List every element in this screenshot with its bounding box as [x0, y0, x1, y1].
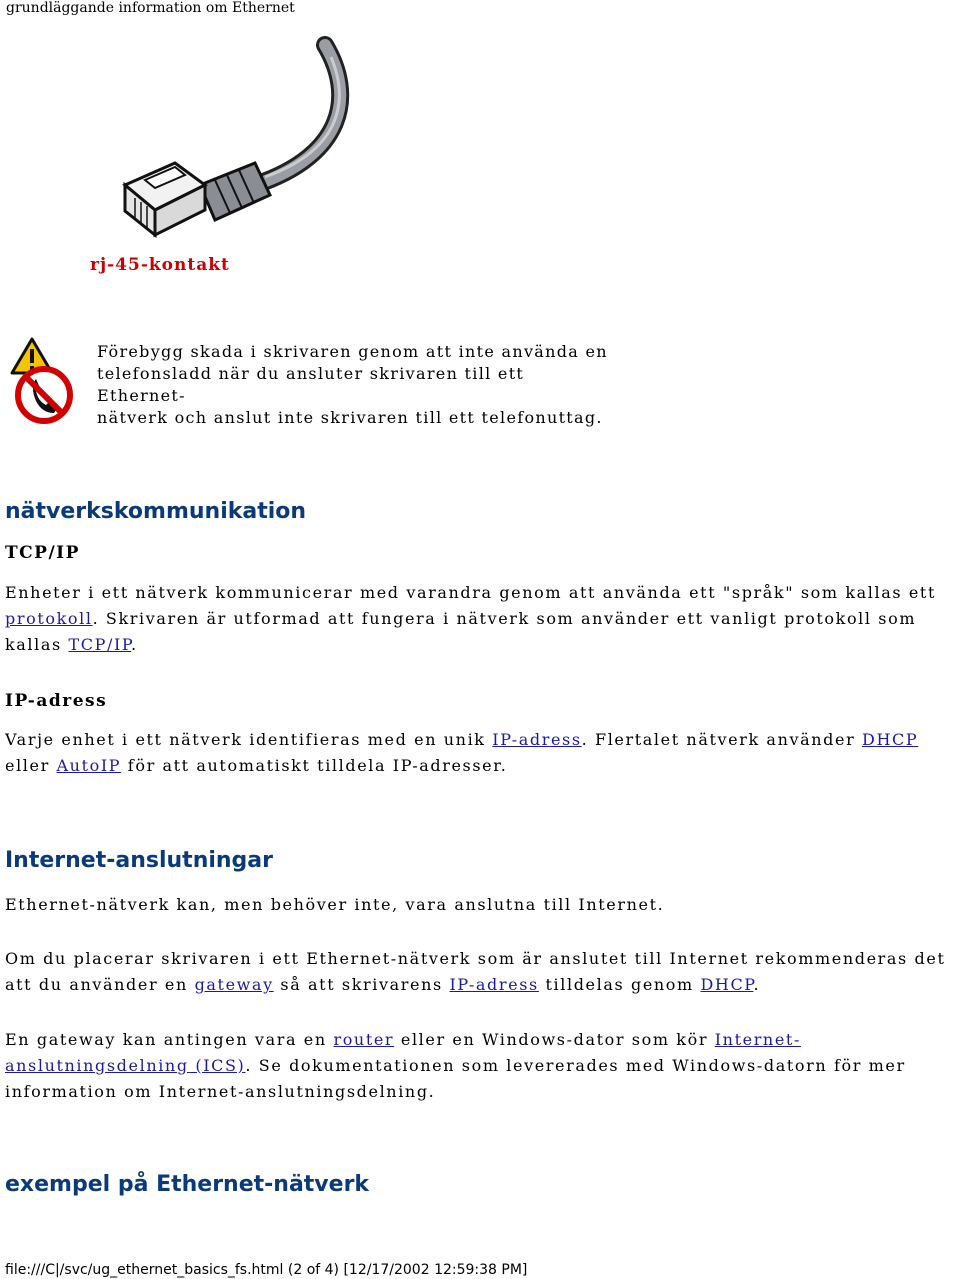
text: för att automatiskt tilldela IP-adresser.: [121, 756, 508, 775]
text: eller: [5, 756, 57, 775]
text: tilldelas genom: [538, 975, 701, 994]
heading-ethernet-example: exempel på Ethernet-nätverk: [5, 1172, 370, 1197]
text: . Flertalet nätverk använder: [581, 730, 863, 749]
link-ip-address[interactable]: IP-adress: [449, 975, 539, 994]
warning-text: [97, 341, 617, 429]
paragraph-internet-3: [5, 1027, 957, 1105]
text: . Se dokumentationen som levererades med Windows-datorn för mer information om Internet-anslutningsdelning.: [5, 1056, 906, 1101]
text: . Skrivaren är utformad att fungera i nätverk som använder ett vanligt protokoll som kallas: [5, 609, 917, 654]
heading-internet-connections: Internet-anslutningar: [5, 848, 273, 873]
paragraph-ip-address: [5, 727, 957, 779]
text: Enheter i ett nätverk kommunicerar med varandra genom att använda ett "språk" som kallas ett: [5, 583, 936, 602]
link-ip-address[interactable]: IP-adress: [492, 730, 582, 749]
link-protokoll[interactable]: protokoll: [5, 609, 93, 628]
heading-tcpip: TCP/IP: [5, 543, 80, 563]
heading-ip-address: IP-adress: [5, 691, 108, 711]
text: Varje enhet i ett nätverk identifieras med en unik: [5, 730, 493, 749]
link-dhcp[interactable]: DHCP: [862, 730, 919, 749]
text: Om du placerar skrivaren i ett Ethernet-nätverk som är anslutet till Internet rekommenderas det att du använder en: [5, 949, 946, 994]
warning-line: Förebygg skada i skrivaren genom att inte använda en: [97, 342, 608, 361]
heading-network-communication: nätverkskommunikation: [5, 499, 307, 524]
text: En gateway kan antingen vara en: [5, 1030, 334, 1049]
warning-line: nätverk och anslut inte skrivaren till ett telefonuttag.: [97, 408, 603, 427]
paragraph-tcpip: [5, 580, 957, 658]
text: .: [131, 635, 138, 654]
link-gateway[interactable]: gateway: [194, 975, 274, 994]
page-header-title: grundläggande information om Ethernet: [6, 0, 295, 16]
text: .: [753, 975, 761, 994]
figure-caption: rj-45-kontakt: [90, 255, 230, 275]
link-dhcp[interactable]: DHCP: [700, 975, 754, 994]
rj45-cable-icon: [105, 35, 355, 245]
link-ics[interactable]: Internet-anslutningsdelning (ICS): [5, 1030, 801, 1075]
warning-line: telefonsladd när du ansluter skrivaren till ett Ethernet-: [97, 364, 525, 405]
link-tcpip[interactable]: TCP/IP: [68, 635, 132, 654]
text: eller en Windows-dator som kör: [394, 1030, 715, 1049]
paragraph-internet-1: Ethernet-nätverk kan, men behöver inte, vara anslutna till Internet.: [5, 895, 665, 914]
link-autoip[interactable]: AutoIP: [56, 756, 122, 775]
no-phone-warning-icon: [8, 337, 74, 429]
text: så att skrivarens: [273, 975, 450, 994]
link-router[interactable]: router: [333, 1030, 395, 1049]
page-footer-url: file:///C|/svc/ug_ethernet_basics_fs.html (2 of 4) [12/17/2002 12:59:38 PM]: [5, 1262, 528, 1278]
paragraph-internet-2: [5, 946, 957, 998]
